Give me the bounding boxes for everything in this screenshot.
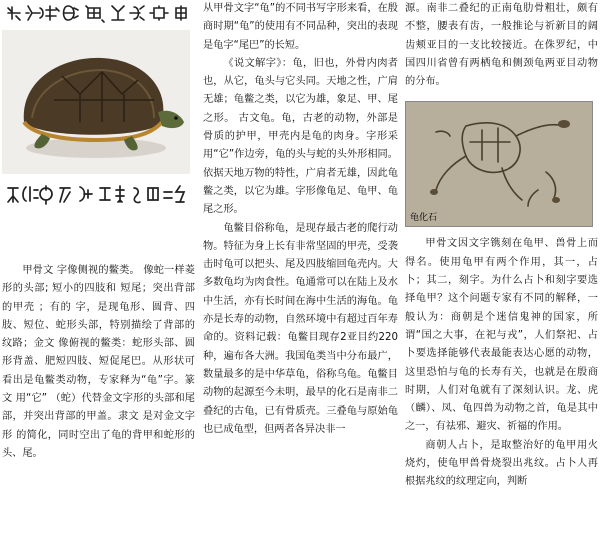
oracle-glyph-row-bottom — [2, 180, 195, 208]
fossil-icon — [406, 102, 592, 226]
paragraph-glyph-description: 甲骨文 字像侧视的鳖类。 像蛇一样菱形的头部; 短小的四肢和 短尾；突出背部的甲壳 ；有的 字，是现龟形、圆背、四肢、短位、蛇形头部，特别描绘了背部的纹路；金文 像俯视的鳖类：蛇形头部、圆形背盖、肥短四肢、短促尾巴。从形状可看出是龟鳖类动物，专家释为“龟”字。篆文 用“它” （蛇）代替金文字形的头部和尾部，并突出背部的甲盖。隶文 是对金文字形 的简化，同时空出了龟的背甲和蛇形的头、尾。 — [2, 265, 195, 459]
column-right — [405, 0, 598, 492]
paragraph-turtle-biology: 龟鳖目俗称龟，是现存最古老的爬行动物。特征为身上长有非常坚固的甲壳，受袭击时龟可以把头、尾及四肢缩回龟壳内。大多数龟均为肉食性。龟通常可以在陆上及水中生活，亦有长时间在海中生活的海龟。龟亦是长寿的动物，自然环境中有超过百年寿命的。资料记载：龟鳖目现存2亚目约220种，遍布各大洲。我国龟类当中分布最广，数量最多的是中华草龟，俗称乌龟。龟鳖目动物的起源至今未明，最早的化石是南非二叠纪的古龟，已有骨质壳。三叠龟与原始龟也已成龟型，但两者各异决非一 — [203, 222, 398, 435]
oracle-glyph-row-top — [2, 0, 195, 26]
turtle-photo — [2, 30, 190, 174]
paragraph-shuowen: 《说文解字》：龟，旧也，外骨内肉者也，从它，龟头与它头同。天地之性，广肩无雄；龟鳖之类，以它为雄，象足、甲、尾之形。 古文龟。龟，古老的动物，外部是骨质的护甲，甲壳内是龟的肉身。字形采用“它”作边旁，龟的头与蛇的头外形相同。依据天地万物的特性，广肩者无雄，因此龟鳖之类，以它为雄。字形像龟足、龟甲、龟尾之形。 — [203, 57, 398, 216]
paragraph-shang-divination: 商朝人占卜，是取整治好的龟甲用火烧灼，使龟甲兽骨烧裂出兆纹。占卜人再根据兆纹的纹理定向，判断 — [405, 439, 598, 488]
bronze-script-glyphs-icon — [4, 182, 190, 206]
column-left — [2, 0, 195, 463]
fossil-photo — [405, 101, 593, 227]
oracle-bone-glyphs-icon — [4, 2, 190, 24]
turtle-icon — [2, 30, 190, 174]
paragraph-intro: 从甲骨文字“龟”的不同书写字形来看，在殷商时期“龟”的使用有不同品种，突出的表现是龟字“尾巴”的长短。 — [203, 3, 398, 51]
fossil-caption: 龟化石 — [410, 213, 438, 224]
paragraph-fossil-origin: 源。南非二叠纪的正南龟肋骨粗壮，颇有不整，腰表有齿，一般推论与祈新目的阔齿颊亚目的一支比较接近。在侏罗纪，中国四川省曾有两栖龟和侧颈龟两亚目动物的分布。 — [405, 3, 598, 88]
column-middle — [203, 0, 398, 439]
paragraph-oracle-divination: 甲骨文因文字镌刻在龟甲、兽骨上而得名。使用龟甲有两个作用，其一，占卜；其二，刻字。为什么占卜和刻字要选择龟甲？这个问题专家有不同的解释，一般认为：商朝是个迷信鬼神的国家，所谓“国之大事，在祀与戎”，人们祭祀、占卜要选择能够代表最能表达心愿的动物，这里恐怕与龟的长寿有关，也就是在殷商时期，人们对龟就有了深刻认识。龙、虎（麟）、凤、龟四兽为动物之首，龟是其中之一，有祛邪、避灾、祈福的作用。 — [405, 238, 598, 433]
